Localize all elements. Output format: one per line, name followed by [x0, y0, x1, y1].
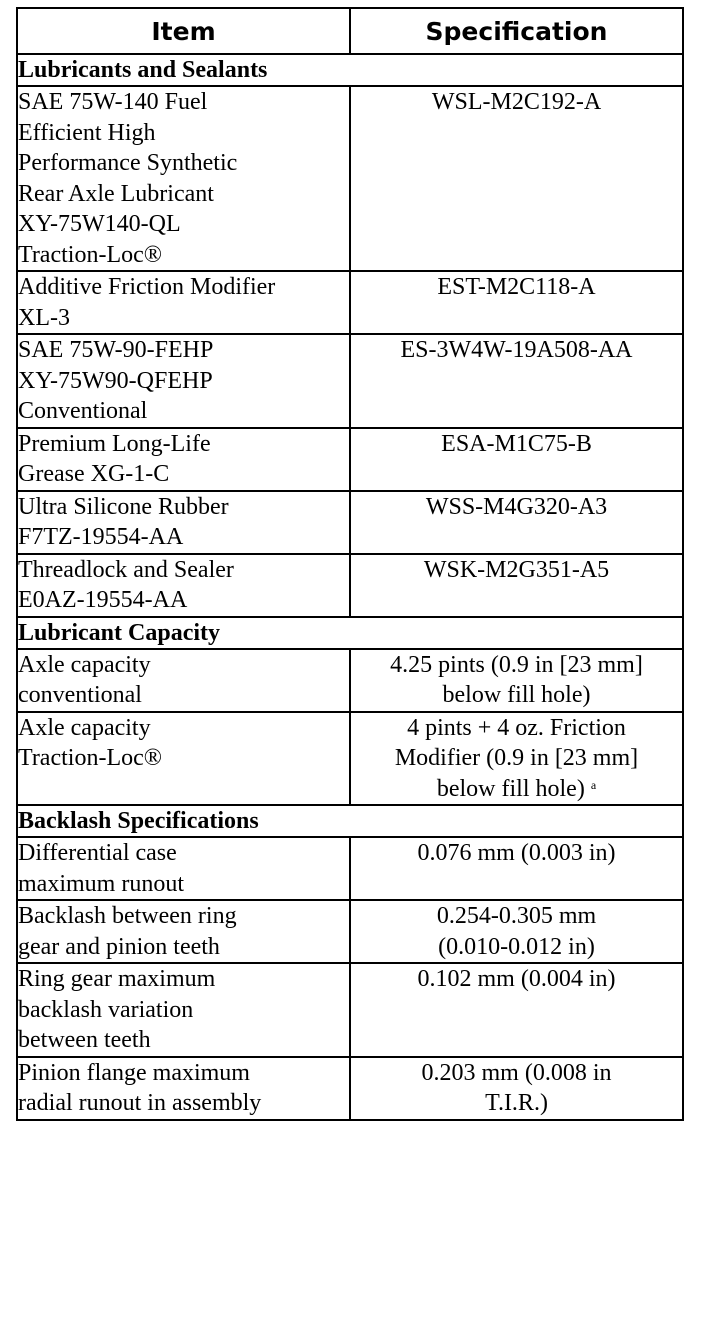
table-row — [17, 837, 683, 900]
item-cell: Axle capacity conventional — [17, 649, 350, 712]
column-header-specification: Specification — [350, 8, 683, 54]
section-row — [17, 54, 683, 86]
specification-cell — [350, 900, 683, 963]
section-row — [17, 617, 683, 649]
specification-cell — [350, 428, 683, 491]
specification-value: ESA-M1C75-B — [441, 430, 592, 457]
table-row — [17, 963, 683, 1057]
footnote-marker: a — [590, 777, 597, 792]
table-row — [17, 649, 683, 712]
specification-value: WSL-M2C192-A — [431, 89, 602, 115]
specification-cell — [350, 837, 683, 900]
column-header-item: Item — [17, 8, 350, 54]
item-cell: Ring gear maximum backlash variation between teeth — [17, 963, 350, 1057]
table-row — [17, 712, 683, 806]
specification-cell — [350, 491, 683, 554]
specification-value: 4 pints + 4 oz. Friction Modifier (0.9 in [23 mm] below fill hole) — [394, 714, 639, 802]
specification-value: 0.203 mm (0.008 in T.I.R.) — [421, 1059, 612, 1116]
specification-value: 0.076 mm (0.003 in) — [417, 840, 616, 866]
table-row — [17, 428, 683, 491]
item-cell: Pinion flange maximum radial runout in assembly — [17, 1057, 350, 1120]
section-row — [17, 805, 683, 837]
table-row — [17, 86, 683, 271]
section-title: Lubricants and Sealants — [17, 54, 683, 86]
item-cell: Backlash between ring gear and pinion teeth — [17, 900, 350, 963]
item-cell: Differential case maximum runout — [17, 837, 350, 900]
table-row — [17, 334, 683, 428]
item-cell: Ultra Silicone Rubber F7TZ-19554-AA — [17, 491, 350, 554]
table-row — [17, 900, 683, 963]
table-row — [17, 554, 683, 617]
item-cell: Additive Friction Modifier XL-3 — [17, 271, 350, 334]
specification-cell — [350, 712, 683, 806]
specification-value: ES-3W4W-19A508-AA — [400, 337, 633, 363]
section-title: Lubricant Capacity — [17, 617, 683, 649]
header-row — [17, 8, 683, 54]
specification-cell — [350, 963, 683, 1057]
specification-table — [16, 7, 684, 1121]
specification-cell — [350, 271, 683, 334]
specification-cell — [350, 554, 683, 617]
specification-value: WSK-M2G351-A5 — [423, 556, 610, 583]
table-row — [17, 1057, 683, 1120]
specification-cell — [350, 649, 683, 712]
specification-cell — [350, 1057, 683, 1120]
table-body — [17, 54, 683, 1120]
item-cell: SAE 75W-140 Fuel Efficient High Performance Synthetic Rear Axle Lubricant XY-75W140-QL Traction-Loc® — [17, 86, 350, 271]
specification-value: 0.254-0.305 mm (0.010-0.012 in) — [436, 903, 597, 960]
specification-value: 0.102 mm (0.004 in) — [417, 966, 616, 992]
specification-value: 4.25 pints (0.9 in [23 mm] below fill hole) — [390, 651, 643, 708]
item-cell: SAE 75W-90-FEHP XY-75W90-QFEHP Conventional — [17, 334, 350, 428]
item-cell: Threadlock and Sealer E0AZ-19554-AA — [17, 554, 350, 617]
table-row — [17, 491, 683, 554]
specification-cell — [350, 86, 683, 271]
item-cell: Axle capacity Traction-Loc® — [17, 712, 350, 806]
specification-value: WSS-M4G320-A3 — [425, 493, 608, 520]
item-cell: Premium Long-Life Grease XG-1-C — [17, 428, 350, 491]
table-row — [17, 271, 683, 334]
specification-value: EST-M2C118-A — [437, 274, 596, 300]
specification-cell — [350, 334, 683, 428]
section-title: Backlash Specifications — [17, 805, 683, 837]
